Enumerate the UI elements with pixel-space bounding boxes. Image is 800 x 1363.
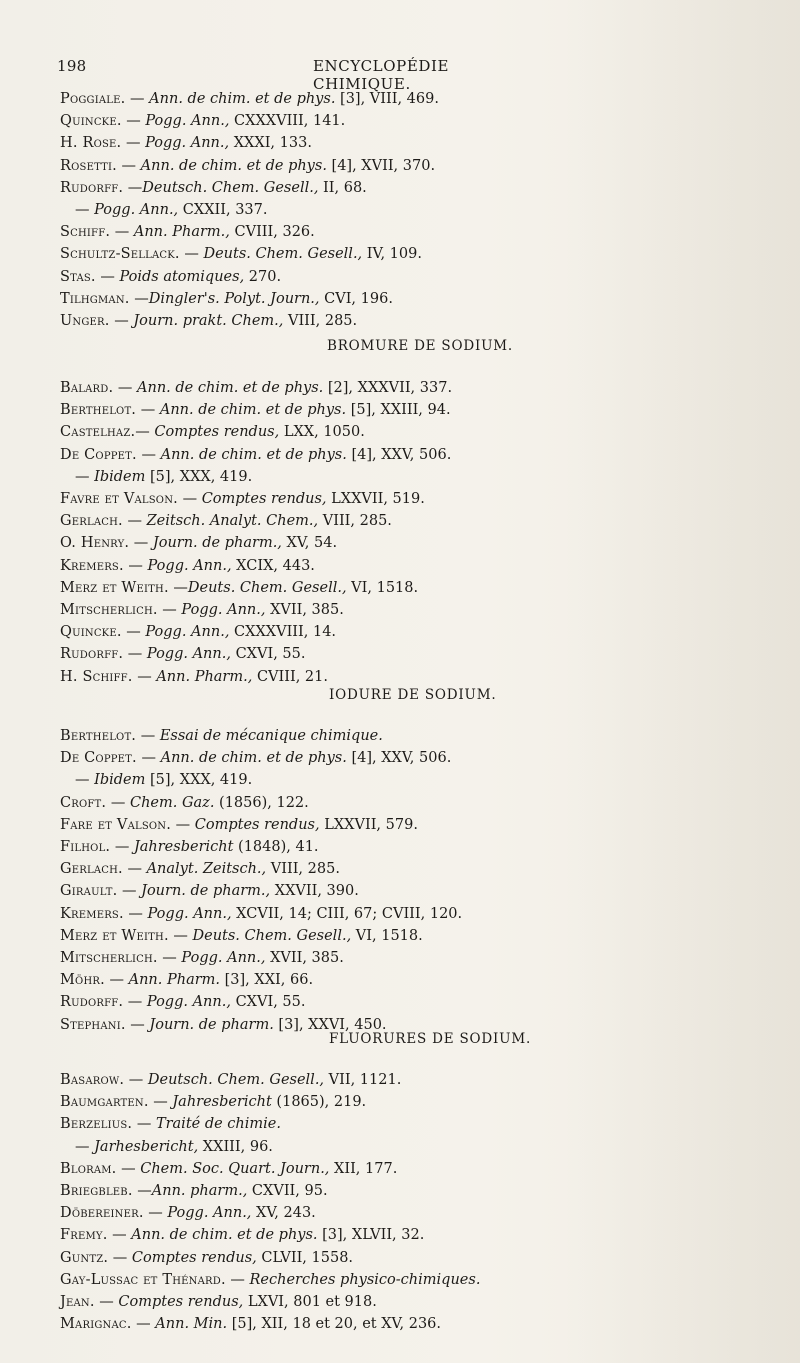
entry-author: Baumgarten. [60,1094,149,1111]
entry-separator: — [143,1205,168,1222]
entry-author: Kremers. [60,557,124,574]
entry-author: Möhr. [60,972,105,989]
entry-reference: 270. [244,268,282,285]
entry-author: Berzelius. [60,1116,133,1133]
reference-entry [60,488,425,510]
reference-entry [60,1313,441,1335]
entry-separator: — [95,268,120,285]
entry-author: Bloram. [60,1160,117,1177]
running-title: ENCYCLOPÉDIE CHIMIQUE. [313,57,450,93]
entry-separator: — [75,468,95,485]
entry-separator: — [225,1271,250,1288]
entry-reference: (1848), 41. [233,839,319,855]
entry-separator: — [171,816,195,833]
entry-reference: VIII, 285. [318,513,392,530]
entry-author: Briegbleb. [60,1183,133,1199]
entry-author: Croft. [60,794,107,811]
entry-reference: CVIII, 326. [229,224,315,241]
page-number: 198 [57,57,87,75]
entry-author: De Coppet. [60,446,137,463]
entry-author: Schiff. [60,224,111,241]
entry-source: Ann. de chim. et de phys. [131,1227,318,1244]
entry-separator: — [123,905,148,922]
entry-source: Pogg. Ann., [181,602,266,618]
entry-author: Rudorff. [60,179,124,196]
entry-reference: XVII, 385. [265,950,344,966]
entry-separator: — [121,113,146,130]
entry-source: Deutsch. Chem. Gesell., [142,179,319,196]
entry-reference: VI, 1518. [351,927,423,944]
entry-reference: [3], XLVII, 32. [317,1227,425,1244]
entry-author: Filhol. [60,839,111,855]
entry-source: Comptes rendus, [118,1294,244,1310]
reference-entry [60,1269,480,1291]
entry-source: Analyt. Zeitsch., [146,861,267,878]
entry-author: Gerlach. [60,861,123,878]
entry-separator: — [94,1294,119,1310]
entry-source: Poids atomiques, [119,268,245,285]
entry-source: Ibidem [94,468,146,485]
reference-entry [60,747,451,769]
entry-author: Mitscherlich. [60,950,158,966]
entry-author: Girault. [60,883,118,900]
entry-author: H. Schiff. [60,668,133,685]
entry-source: Essai de mécanique chimique. [159,728,383,744]
entry-reference: CXXXVIII, 14. [229,624,337,641]
entry-separator: — [129,535,153,552]
entry-source: Ann. de chim. et de phys. [137,380,324,396]
entry-reference: [5], XXIII, 94. [346,402,451,419]
reference-entry [75,466,252,488]
entry-separator: — [109,313,134,329]
reference-entry [75,1136,273,1158]
entry-reference: II, 68. [318,179,367,196]
reference-entry [60,132,312,154]
entry-source: Pogg. Ann., [145,135,230,152]
entry-separator: — [129,290,149,307]
entry-reference: XV, 243. [251,1205,316,1222]
entry-author: Berthelot. [60,728,137,744]
entry-reference: IV, 109. [362,246,422,263]
entry-reference: LXXVII, 519. [326,491,425,507]
entry-reference: [5], XXX, 419. [145,468,253,485]
reference-entry [60,1180,328,1202]
entry-author: De Coppet. [60,750,137,767]
entry-source: Pogg. Ann., [147,557,232,574]
entry-separator: — [136,750,161,767]
reference-entry [60,1069,401,1091]
entry-separator: — [125,91,150,107]
entry-separator: — [168,579,188,596]
entry-separator: — [108,1249,132,1266]
entry-reference: [4], XXV, 506. [346,750,452,767]
reference-entry [60,310,357,332]
entry-separator: — [157,602,182,618]
reference-entry [60,836,319,858]
reference-entry [60,399,451,421]
entry-source: Deuts. Chem. Gesell., [187,579,347,596]
reference-entry [75,769,252,791]
entry-reference: CXXII, 337. [178,202,268,218]
entry-reference: [3], XXVI, 450. [273,1016,387,1033]
entry-separator: — [132,668,157,685]
reference-entry [60,221,315,243]
entry-source: Chem. Gaz. [129,794,215,811]
entry-reference: LXX, 1050. [279,424,365,441]
reference-entry [60,110,345,132]
entry-separator: — [116,1160,141,1177]
entry-separator: — [75,202,95,218]
reference-entry [60,532,337,554]
entry-separator: — [124,1072,148,1088]
entry-source: Ann. Pharm., [133,224,230,241]
entry-author: Tilhgman. [60,290,130,307]
reference-entry [60,599,344,621]
entry-source: Ann. de chim. et de phys. [159,402,347,419]
entry-separator: — [122,861,147,878]
reference-entry [60,88,439,110]
entry-reference: XV, 54. [281,535,338,552]
reference-entry [60,725,383,747]
entry-source: Ann. Pharm., [156,668,253,685]
entry-source: Jahresbericht [133,839,234,855]
entry-source: Journ. prakt. Chem., [133,313,284,329]
section-title-iodure: IODURE DE SODIUM. [329,687,497,703]
entry-reference: [2], XXXVII, 337. [323,380,453,396]
entry-reference: CXXXVIII, 141. [229,113,346,130]
entry-source: Comptes rendus, [194,816,320,833]
entry-reference: VIII, 285. [266,861,340,878]
page-header [57,57,522,93]
entry-separator: — [177,491,202,507]
reference-entry [60,266,281,288]
entry-reference: [4], XXV, 506. [346,446,452,463]
entry-reference: VII, 1121. [324,1072,402,1088]
entry-reference: VIII, 285. [283,313,358,329]
entry-source: Ann. de chim. et de phys. [140,157,327,174]
entry-author: Rosetti. [60,157,117,174]
entry-source: Pogg. Ann., [146,994,231,1011]
entry-separator: — [179,246,204,263]
entry-reference: VI, 1518. [346,579,419,596]
entry-author: Poggiale. [60,91,126,107]
reference-entry [60,510,392,532]
entry-author: Fremy. [60,1227,108,1244]
entry-separator: — [136,446,161,463]
entry-author: Guntz. [60,1249,109,1266]
reference-entry [60,1091,366,1113]
entry-author: Quincke. [60,113,122,130]
entry-reference: XXVII, 390. [270,883,359,900]
entry-author: Merz et Weith. [60,927,169,944]
entry-separator: — [123,557,148,574]
entry-separator: — [148,1094,173,1111]
entry-reference: [5], XII, 18 et 20, et XV, 236. [227,1316,441,1333]
entry-reference: XII, 177. [329,1160,398,1177]
entry-author: Rudorff. [60,646,124,663]
reference-entry [60,1291,377,1313]
entry-reference: XXXI, 133. [229,135,312,152]
entry-source: Pogg. Ann., [147,905,232,922]
reference-entry [60,969,313,991]
entry-reference: XCIX, 443. [231,557,315,574]
reference-entry [60,288,393,310]
entry-separator: — [104,972,129,989]
reference-entry [75,199,267,221]
entry-source: Jahresbericht [172,1094,272,1111]
entry-separator: — [132,1183,152,1199]
entry-separator: — [106,794,130,811]
entry-source: Pogg. Ann., [181,950,266,966]
entry-source: Ibidem [94,772,146,789]
entry-separator: — [116,157,141,174]
entry-source: Pogg. Ann., [145,624,230,641]
entry-author: Stephani. [60,1016,126,1033]
reference-entry [60,643,305,665]
reference-entry [60,444,451,466]
entry-source: Pogg. Ann., [146,646,231,663]
reference-entry [60,858,340,880]
entry-source: Journ. de pharm., [141,883,271,900]
entry-author: Kremers. [60,905,124,922]
entry-source: Ann. pharm., [151,1183,248,1199]
entry-reference: CLVII, 1558. [256,1249,354,1266]
reference-entry [60,621,336,643]
entry-source: Comptes rendus, [154,424,280,441]
entry-source: Zeitsch. Analyt. Chem., [146,513,319,530]
entry-author: Berthelot. [60,402,137,419]
entry-source: Ann. de chim. et de phys. [160,446,347,463]
entry-separator: — [110,224,134,241]
entry-source: Journ. de pharm. [149,1016,274,1033]
entry-separator: — [113,380,138,396]
reference-entry [60,1224,424,1246]
entry-separator: — [122,513,147,530]
entry-separator: — [117,883,142,900]
entry-separator: — [121,624,146,641]
entry-reference: [3], VIII, 469. [335,91,439,107]
entry-separator: — [107,1227,132,1244]
reference-entry [60,155,435,177]
reference-entry [60,377,452,399]
reference-entry [60,666,328,688]
entry-reference: LXVI, 801 et 918. [243,1294,377,1310]
reference-entry [60,177,367,199]
reference-entry [60,1202,316,1224]
entry-source: Pogg. Ann., [94,202,179,218]
entry-reference: LXXVII, 579. [319,816,418,833]
entry-separator: — [168,927,193,944]
entry-separator: — [75,772,95,789]
entry-reference: CXVI, 55. [230,994,306,1011]
reference-entry [60,925,423,947]
entry-separator: — [135,424,155,441]
entry-author: Gay-Lussac et Thénard. [60,1271,226,1288]
entry-reference: CXVI, 55. [230,646,306,663]
entry-reference: XXIII, 96. [198,1138,273,1155]
entry-source: Pogg. Ann., [145,113,230,130]
entry-author: Stas. [60,268,96,285]
entry-author: H. Rose. [60,135,122,152]
entry-source: Comptes rendus, [201,491,327,507]
entry-source: Recherches physico-chimiques. [249,1271,481,1288]
entry-separator: — [131,1316,156,1333]
entry-source: Journ. de pharm., [152,535,282,552]
reference-entry [60,903,462,925]
entry-source: Traité de chimie. [155,1116,281,1133]
entry-author: Unger. [60,313,110,329]
section-title-bromure: BROMURE DE SODIUM. [327,338,513,354]
entry-reference: [5], XXX, 419. [145,772,253,789]
entry-author: Merz et Weith. [60,579,169,596]
reference-entry [60,814,418,836]
entry-reference: XVII, 385. [265,602,344,618]
reference-entry [60,792,309,814]
reference-entry [60,947,344,969]
entry-author: Jean. [60,1294,95,1310]
reference-entry [60,555,315,577]
entry-separator: — [125,1016,150,1033]
entry-separator: — [110,839,134,855]
entry-source: Ann. Min. [155,1316,228,1333]
entry-separator: — [136,728,160,744]
bleed-through-shadow [565,0,800,1363]
entry-source: Pogg. Ann., [167,1205,252,1222]
entry-separator: — [136,402,160,419]
entry-source: Deutsch. Chem. Gesell., [147,1072,325,1088]
entry-separator: — [123,179,143,196]
entry-author: Schultz-Sellack. [60,246,180,263]
entry-author: Döbereiner. [60,1205,144,1222]
entry-reference: CVI, 196. [319,290,393,307]
entry-reference: [3], XXI, 66. [220,972,314,989]
entry-author: Rudorff. [60,994,124,1011]
entry-separator: — [123,994,147,1011]
entry-reference: XCVII, 14; CIII, 67; CVIII, 120. [231,905,463,922]
reference-entry [60,421,365,443]
reference-entry [60,243,422,265]
entry-author: Castelhaz. [60,424,136,441]
entry-separator: — [121,135,146,152]
section-title-fluorures: FLUORURES DE SODIUM. [329,1031,532,1047]
entry-separator: — [157,950,182,966]
reference-entry [60,880,359,902]
entry-reference: (1865), 219. [271,1094,367,1111]
entry-separator: — [75,1138,95,1155]
entry-author: Fare et Valson. [60,816,172,833]
entry-source: Ann. de chim. et de phys. [149,91,336,107]
entry-author: Favre et Valson. [60,491,178,507]
entry-author: Mitscherlich. [60,602,158,618]
entry-author: Gerlach. [60,513,123,530]
entry-reference: CVIII, 21. [252,668,328,685]
entry-source: Comptes rendus, [131,1249,257,1266]
reference-entry [60,1158,397,1180]
entry-reference: (1856), 122. [214,794,309,811]
reference-entry [60,1247,353,1269]
entry-source: Deuts. Chem. Gesell., [192,927,352,944]
entry-source: Ann. de chim. et de phys. [160,750,347,767]
reference-entry [60,577,418,599]
entry-author: Balard. [60,380,114,396]
entry-reference: [4], XVII, 370. [326,157,436,174]
entry-source: Jarhesbericht, [94,1138,199,1155]
entry-author: Quincke. [60,624,122,641]
entry-source: Deuts. Chem. Gesell., [203,246,363,263]
reference-entry [60,991,305,1013]
entry-source: Chem. Soc. Quart. Journ., [140,1160,330,1177]
entry-author: Basarow. [60,1072,125,1088]
entry-reference: CXVII, 95. [247,1183,328,1199]
entry-source: Ann. Pharm. [128,972,221,989]
entry-separator: — [132,1116,156,1133]
reference-entry [60,1113,281,1135]
entry-author: Marignac. [60,1316,132,1333]
entry-separator: — [123,646,147,663]
entry-author: O. Henry. [60,535,130,552]
entry-source: Dingler's. Polyt. Journ., [148,290,320,307]
